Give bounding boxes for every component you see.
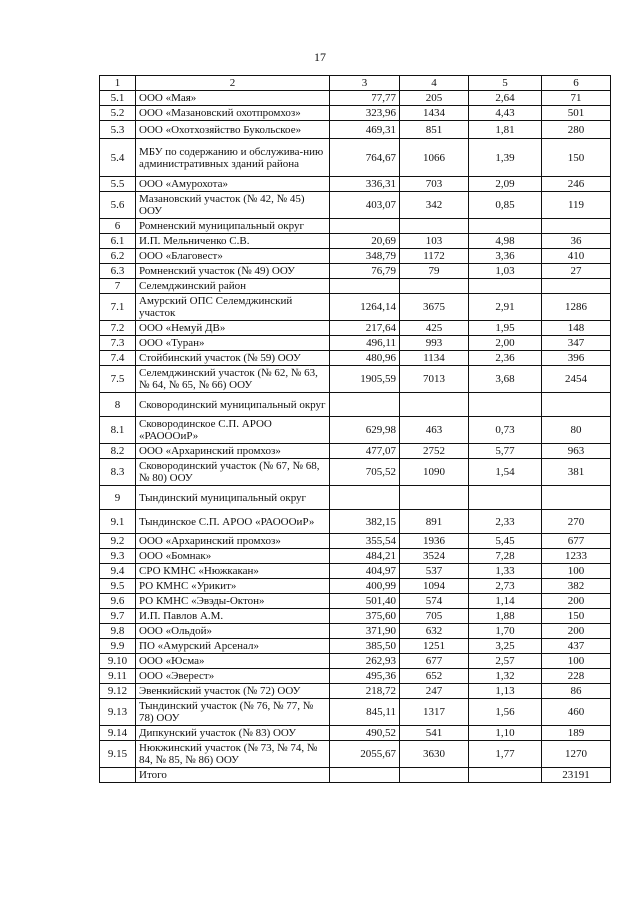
cell-col5: 1,81 <box>469 121 542 139</box>
cell-col6: 437 <box>542 639 611 654</box>
table-row <box>100 91 611 106</box>
cell-col4: 677 <box>400 654 469 669</box>
table-row <box>100 264 611 279</box>
row-number: 6.2 <box>100 249 136 264</box>
cell-col4: 632 <box>400 624 469 639</box>
header-cell: 6 <box>542 76 611 91</box>
table-row <box>100 579 611 594</box>
row-number: 9.7 <box>100 609 136 624</box>
cell-col5: 1,88 <box>469 609 542 624</box>
cell-col5: 2,64 <box>469 91 542 106</box>
cell-col6: 280 <box>542 121 611 139</box>
cell-col6: 396 <box>542 351 611 366</box>
cell-col3: 382,15 <box>330 510 400 534</box>
table-row <box>100 624 611 639</box>
table-row <box>100 768 611 783</box>
table-row <box>100 609 611 624</box>
table-row <box>100 417 611 444</box>
table-row <box>100 192 611 219</box>
cell-col4: 703 <box>400 177 469 192</box>
cell-col5: 1,14 <box>469 594 542 609</box>
cell-col5: 1,54 <box>469 459 542 486</box>
table-row <box>100 121 611 139</box>
cell-col3: 375,60 <box>330 609 400 624</box>
table-row <box>100 279 611 294</box>
cell-col6: 189 <box>542 726 611 741</box>
cell-col5: 4,98 <box>469 234 542 249</box>
cell-col4: 1090 <box>400 459 469 486</box>
header-cell: 5 <box>469 76 542 91</box>
row-name: Ромненский муниципальный округ <box>136 219 330 234</box>
row-name: Сковородинский муниципальный округ <box>136 393 330 417</box>
cell-col3: 1905,59 <box>330 366 400 393</box>
row-name: Стойбинский участок (№ 59) ООУ <box>136 351 330 366</box>
cell-col6: 119 <box>542 192 611 219</box>
cell-col6: 150 <box>542 139 611 177</box>
table-row <box>100 139 611 177</box>
cell-col4 <box>400 393 469 417</box>
cell-col3: 501,40 <box>330 594 400 609</box>
row-number: 9.11 <box>100 669 136 684</box>
cell-col6 <box>542 219 611 234</box>
row-name: И.П. Павлов А.М. <box>136 609 330 624</box>
cell-col3: 490,52 <box>330 726 400 741</box>
table-row <box>100 486 611 510</box>
cell-col6: 2454 <box>542 366 611 393</box>
row-number: 9 <box>100 486 136 510</box>
row-number: 6.1 <box>100 234 136 249</box>
row-name: ООО «Охотхозяйство Букольское» <box>136 121 330 139</box>
row-number: 7.3 <box>100 336 136 351</box>
cell-col6: 1286 <box>542 294 611 321</box>
cell-col6: 410 <box>542 249 611 264</box>
cell-col5: 1,33 <box>469 564 542 579</box>
cell-col5 <box>469 393 542 417</box>
row-number <box>100 768 136 783</box>
cell-col6: 1233 <box>542 549 611 564</box>
cell-col6: 27 <box>542 264 611 279</box>
cell-col5: 1,10 <box>469 726 542 741</box>
cell-col3: 262,93 <box>330 654 400 669</box>
row-name: Тындинский муниципальный округ <box>136 486 330 510</box>
cell-col4: 2752 <box>400 444 469 459</box>
cell-col4: 463 <box>400 417 469 444</box>
row-name: ООО «Эверест» <box>136 669 330 684</box>
cell-col5: 2,09 <box>469 177 542 192</box>
cell-col5 <box>469 219 542 234</box>
cell-col6: 100 <box>542 564 611 579</box>
cell-col5: 5,45 <box>469 534 542 549</box>
cell-col6: 246 <box>542 177 611 192</box>
cell-col3: 323,96 <box>330 106 400 121</box>
cell-col3: 845,11 <box>330 699 400 726</box>
row-name: ООО «Архаринский промхоз» <box>136 444 330 459</box>
cell-col5: 3,36 <box>469 249 542 264</box>
cell-col5: 7,28 <box>469 549 542 564</box>
row-name: Итого <box>136 768 330 783</box>
cell-col3: 400,99 <box>330 579 400 594</box>
table-row <box>100 741 611 768</box>
table-row <box>100 106 611 121</box>
cell-col3 <box>330 768 400 783</box>
row-number: 9.2 <box>100 534 136 549</box>
cell-col6: 100 <box>542 654 611 669</box>
table-row <box>100 366 611 393</box>
table-row <box>100 249 611 264</box>
row-name: Эвенкийский участок (№ 72) ООУ <box>136 684 330 699</box>
cell-col5 <box>469 768 542 783</box>
cell-col5: 4,43 <box>469 106 542 121</box>
table-row <box>100 684 611 699</box>
table-row <box>100 444 611 459</box>
cell-col5: 2,57 <box>469 654 542 669</box>
table-row <box>100 549 611 564</box>
row-number: 7.4 <box>100 351 136 366</box>
cell-col3: 77,77 <box>330 91 400 106</box>
cell-col5: 2,33 <box>469 510 542 534</box>
cell-col6: 382 <box>542 579 611 594</box>
cell-col5: 0,85 <box>469 192 542 219</box>
cell-col3: 496,11 <box>330 336 400 351</box>
row-number: 6.3 <box>100 264 136 279</box>
table-row <box>100 393 611 417</box>
table-row <box>100 510 611 534</box>
cell-col4: 1066 <box>400 139 469 177</box>
table-row <box>100 336 611 351</box>
row-number: 9.1 <box>100 510 136 534</box>
row-name: И.П. Мельниченко С.В. <box>136 234 330 249</box>
cell-col6: 381 <box>542 459 611 486</box>
row-name: Нюкжинский участок (№ 73, № 74, № 84, № 85, № 86) ООУ <box>136 741 330 768</box>
cell-col3: 217,64 <box>330 321 400 336</box>
cell-col5: 1,03 <box>469 264 542 279</box>
cell-col3 <box>330 279 400 294</box>
cell-col5: 1,32 <box>469 669 542 684</box>
row-number: 7.2 <box>100 321 136 336</box>
header-cell: 1 <box>100 76 136 91</box>
cell-col5: 1,39 <box>469 139 542 177</box>
table-row <box>100 321 611 336</box>
row-name: Сковородинское С.П. АРОО «РАОООиР» <box>136 417 330 444</box>
table-row <box>100 351 611 366</box>
row-name: ООО «Амурохота» <box>136 177 330 192</box>
cell-col5: 5,77 <box>469 444 542 459</box>
cell-col4: 7013 <box>400 366 469 393</box>
row-number: 9.12 <box>100 684 136 699</box>
cell-col6: 23191 <box>542 768 611 783</box>
row-name: ООО «Ольдой» <box>136 624 330 639</box>
cell-col3 <box>330 393 400 417</box>
cell-col5: 0,73 <box>469 417 542 444</box>
cell-col4 <box>400 768 469 783</box>
cell-col5: 1,95 <box>469 321 542 336</box>
cell-col4: 247 <box>400 684 469 699</box>
cell-col4: 574 <box>400 594 469 609</box>
cell-col5 <box>469 486 542 510</box>
row-number: 9.6 <box>100 594 136 609</box>
row-number: 8 <box>100 393 136 417</box>
cell-col3: 484,21 <box>330 549 400 564</box>
row-number: 5.4 <box>100 139 136 177</box>
row-number: 7.1 <box>100 294 136 321</box>
cell-col4: 3675 <box>400 294 469 321</box>
cell-col6: 460 <box>542 699 611 726</box>
row-name: ПО «Амурский Арсенал» <box>136 639 330 654</box>
row-number: 9.5 <box>100 579 136 594</box>
cell-col4: 891 <box>400 510 469 534</box>
table-row <box>100 639 611 654</box>
cell-col5: 3,25 <box>469 639 542 654</box>
cell-col4: 851 <box>400 121 469 139</box>
table-row <box>100 654 611 669</box>
cell-col3: 403,07 <box>330 192 400 219</box>
row-name: ООО «Мазановский охотпромхоз» <box>136 106 330 121</box>
header-cell: 2 <box>136 76 330 91</box>
cell-col5: 2,73 <box>469 579 542 594</box>
table-row <box>100 177 611 192</box>
cell-col6: 86 <box>542 684 611 699</box>
cell-col6: 347 <box>542 336 611 351</box>
cell-col6: 228 <box>542 669 611 684</box>
cell-col4: 3524 <box>400 549 469 564</box>
cell-col3: 20,69 <box>330 234 400 249</box>
cell-col6: 150 <box>542 609 611 624</box>
row-name: Ромненский участок (№ 49) ООУ <box>136 264 330 279</box>
row-number: 8.2 <box>100 444 136 459</box>
cell-col4: 1251 <box>400 639 469 654</box>
row-name: МБУ по содержанию и обслужива-нию административных зданий района <box>136 139 330 177</box>
cell-col4 <box>400 279 469 294</box>
row-number: 9.9 <box>100 639 136 654</box>
cell-col3 <box>330 486 400 510</box>
cell-col5: 1,77 <box>469 741 542 768</box>
table-row <box>100 594 611 609</box>
row-name: ООО «Благовест» <box>136 249 330 264</box>
cell-col6: 200 <box>542 624 611 639</box>
cell-col5: 2,00 <box>469 336 542 351</box>
cell-col3: 76,79 <box>330 264 400 279</box>
row-name: Тындинское С.П. АРОО «РАОООиР» <box>136 510 330 534</box>
table-row <box>100 459 611 486</box>
cell-col3: 348,79 <box>330 249 400 264</box>
data-table <box>99 75 611 783</box>
cell-col4: 1434 <box>400 106 469 121</box>
cell-col4: 425 <box>400 321 469 336</box>
cell-col5: 2,91 <box>469 294 542 321</box>
row-name: Селемджинский участок (№ 62, № 63, № 64, № 65, № 66) ООУ <box>136 366 330 393</box>
row-name: ООО «Немуй ДВ» <box>136 321 330 336</box>
cell-col6: 36 <box>542 234 611 249</box>
cell-col4: 79 <box>400 264 469 279</box>
row-number: 6 <box>100 219 136 234</box>
row-number: 9.13 <box>100 699 136 726</box>
cell-col6 <box>542 486 611 510</box>
row-number: 9.3 <box>100 549 136 564</box>
page-number: 17 <box>314 50 326 64</box>
cell-col3: 764,67 <box>330 139 400 177</box>
cell-col4: 3630 <box>400 741 469 768</box>
cell-col6: 148 <box>542 321 611 336</box>
header-row <box>100 76 611 91</box>
row-number: 7.5 <box>100 366 136 393</box>
table-row <box>100 534 611 549</box>
cell-col3: 1264,14 <box>330 294 400 321</box>
table-row <box>100 669 611 684</box>
table-row <box>100 219 611 234</box>
cell-col4: 1094 <box>400 579 469 594</box>
header-cell: 4 <box>400 76 469 91</box>
table-row <box>100 234 611 249</box>
cell-col4: 541 <box>400 726 469 741</box>
cell-col3: 404,97 <box>330 564 400 579</box>
header-cell: 3 <box>330 76 400 91</box>
cell-col4: 1172 <box>400 249 469 264</box>
cell-col6: 270 <box>542 510 611 534</box>
cell-col4: 652 <box>400 669 469 684</box>
cell-col3: 480,96 <box>330 351 400 366</box>
row-number: 9.10 <box>100 654 136 669</box>
row-name: Дипкунский участок (№ 83) ООУ <box>136 726 330 741</box>
cell-col6: 200 <box>542 594 611 609</box>
cell-col4 <box>400 486 469 510</box>
row-name: СРО КМНС «Нюжкакан» <box>136 564 330 579</box>
cell-col5 <box>469 279 542 294</box>
row-number: 8.1 <box>100 417 136 444</box>
table-row <box>100 564 611 579</box>
cell-col6: 71 <box>542 91 611 106</box>
row-number: 5.1 <box>100 91 136 106</box>
row-name: ООО «Юсма» <box>136 654 330 669</box>
table-row <box>100 699 611 726</box>
row-name: Селемджинский район <box>136 279 330 294</box>
row-name: Амурский ОПС Селемджинский участок <box>136 294 330 321</box>
row-number: 5.5 <box>100 177 136 192</box>
cell-col3: 336,31 <box>330 177 400 192</box>
cell-col6 <box>542 279 611 294</box>
row-name: ООО «Туран» <box>136 336 330 351</box>
cell-col3: 705,52 <box>330 459 400 486</box>
cell-col3: 385,50 <box>330 639 400 654</box>
row-number: 8.3 <box>100 459 136 486</box>
row-name: ООО «Бомнак» <box>136 549 330 564</box>
cell-col3: 2055,67 <box>330 741 400 768</box>
row-name: ООО «Архаринский промхоз» <box>136 534 330 549</box>
cell-col6: 677 <box>542 534 611 549</box>
cell-col6: 80 <box>542 417 611 444</box>
cell-col5: 1,70 <box>469 624 542 639</box>
cell-col6: 501 <box>542 106 611 121</box>
cell-col4: 705 <box>400 609 469 624</box>
cell-col6: 1270 <box>542 741 611 768</box>
cell-col4: 1936 <box>400 534 469 549</box>
row-number: 5.2 <box>100 106 136 121</box>
cell-col3: 218,72 <box>330 684 400 699</box>
cell-col6 <box>542 393 611 417</box>
cell-col4: 1134 <box>400 351 469 366</box>
row-number: 7 <box>100 279 136 294</box>
row-number: 9.15 <box>100 741 136 768</box>
cell-col4 <box>400 219 469 234</box>
cell-col3: 495,36 <box>330 669 400 684</box>
row-name: Мазановский участок (№ 42, № 45) ООУ <box>136 192 330 219</box>
cell-col3: 629,98 <box>330 417 400 444</box>
cell-col4: 205 <box>400 91 469 106</box>
cell-col4: 1317 <box>400 699 469 726</box>
cell-col3: 469,31 <box>330 121 400 139</box>
cell-col4: 537 <box>400 564 469 579</box>
row-number: 5.6 <box>100 192 136 219</box>
table-row <box>100 726 611 741</box>
cell-col5: 1,13 <box>469 684 542 699</box>
row-name: РО КМНС «Эвэды-Октон» <box>136 594 330 609</box>
cell-col3 <box>330 219 400 234</box>
cell-col4: 342 <box>400 192 469 219</box>
row-name: Тындинский участок (№ 76, № 77, № 78) ООУ <box>136 699 330 726</box>
row-name: ООО «Мая» <box>136 91 330 106</box>
table-row <box>100 294 611 321</box>
row-number: 9.8 <box>100 624 136 639</box>
cell-col5: 1,56 <box>469 699 542 726</box>
cell-col3: 477,07 <box>330 444 400 459</box>
row-name: РО КМНС «Урикит» <box>136 579 330 594</box>
cell-col4: 993 <box>400 336 469 351</box>
cell-col5: 3,68 <box>469 366 542 393</box>
row-number: 9.14 <box>100 726 136 741</box>
row-number: 9.4 <box>100 564 136 579</box>
row-number: 5.3 <box>100 121 136 139</box>
cell-col6: 963 <box>542 444 611 459</box>
row-name: Сковородинский участок (№ 67, № 68, № 80) ООУ <box>136 459 330 486</box>
cell-col3: 371,90 <box>330 624 400 639</box>
cell-col4: 103 <box>400 234 469 249</box>
cell-col3: 355,54 <box>330 534 400 549</box>
cell-col5: 2,36 <box>469 351 542 366</box>
